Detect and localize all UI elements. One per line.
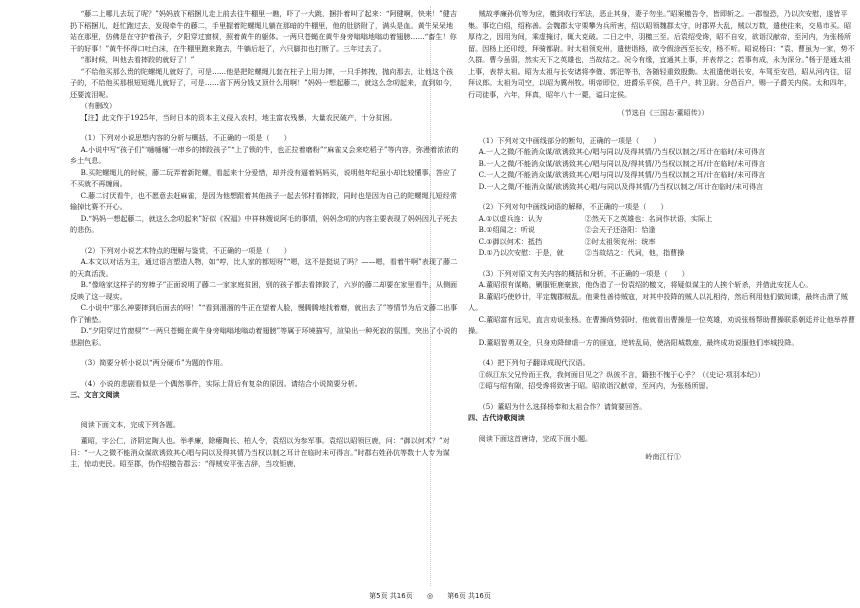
- translation-item: ②昭与绍有隙，招受谗将致害于昭。昭欲诣汉献帝，至河内，为张杨所留。: [478, 381, 713, 391]
- option-c: C.小说中“那么神要摔到后面去的呀！”“看到溜溜的牛正在望着人脸，慢腾腾地找着磨，就出去了”等情节为后文藤二出事作了铺垫。: [70, 303, 458, 324]
- footer-separator: ◎: [426, 592, 434, 600]
- poem-title: 岭南江行①: [645, 452, 681, 462]
- classical-text: 董昭，字公仁，济阴定陶人也。举孝廉，除瘿陶长、柏人令，袁绍以为参军事。袁绍以昭领巨鹿，问：“御以何术？”对曰：“一人之微不能消众谋欲诱致其心唱与同以及得其情乃当权以制之耳计在临时未可得言。”时郡右姓孙伉等数十人专为谋主，惊动吏民。昭至郡，伪作绍檄告郡云：“得贼安平张吉辞，当攻钜鹿，: [70, 436, 450, 468]
- option-a: A.一人之微/不能消众谋/欲诱致其心/唱与同以/及得其情/乃当权以制之/耳计在临时/未可得言: [478, 147, 766, 157]
- option-d: D.“夕阳穿过竹窗棂”“一两只苍蝇在黄牛身旁嗡嗡地嗡动着翅膀”等属于环境描写，渲染出一种死寂的氛围，突出了小说的悲剧色彩。: [70, 326, 458, 347]
- section-heading: 三、文言文阅读: [70, 390, 120, 399]
- option-d: D.董昭智勇双全，只身劝降肆虐一方的匪寇，逆转乱局，使洛阳城数座，最终成功说服他们率城投降。: [478, 337, 799, 347]
- classical-text: 贼故孝廉孙伉等为应，檄到收行军法，恶止其身，妻子勿坐。”昭案檄告令，皆即斩之。一郡惶恐，乃以次安慰，遂皆平集。事讫白绍，绍称善。会魏郡太守栗攀为兵所害，绍以昭领魏郡太守，时郡界大乱，贼以万数，遣使往来，交易市买。昭厚待之，因用为间，乘虚掩讨，辄大克破。二日之中，羽檄三至。后袁绍受谗，昭不自安，欲诣汉献帝，至河内，为张杨所留。因杨上还印绶，拜骑都尉。时太祖领兖州，遣使诣杨，欲令假涂西至长安，杨不听。昭说杨曰：“袁、曹虽为一家，势不久群。曹今虽弱，然实天下之英雄也，当故结之。况今有缘，宜通其上事，并表荐之；若事有成，永为深分。”杨于是通太祖上事，表荐太祖。昭为太祖与长安诸将李傕、郭汜等书，各随轻重致殷勤。太祖遣使诣长安，车驾至安邑，昭从河内往，诏拜议郎。太祖为司空，以昭为冀州牧。明帝即位，进爵乐平侯，邑千户，转卫尉。分邑百户，赐一子爵关内侯。太和四年，行司徒事，六年，拜真，昭年八十一薨，谥曰定侯。: [468, 9, 855, 99]
- section-heading: 四、古代诗歌阅读: [468, 413, 525, 423]
- page-number-left: 第5页 共16页: [369, 592, 413, 600]
- story-paragraph: “那时候，叫他去看摔跤的就好了！”: [80, 55, 195, 64]
- left-column: [70, 8, 460, 470]
- option-a: A.董昭很有谋略，剿服钜鹿豪族，他伪造了一份袁绍的檄文，将疑似谋主的人挨个斩杀，并借此安抚人心。: [478, 280, 813, 290]
- option-a: A.本文以对话为主，通过语言塑造人物，如“哼，比人家的都短呀”“嗯，这不是挺说了吗？——嗯，看着牛啊”表现了藤二的天真活泼。: [70, 257, 458, 278]
- page-footer: [0, 591, 860, 601]
- option-b: B.①绍闻之：听说 ②会天子还洛阳：恰逢: [478, 225, 656, 235]
- reading-intro: 阅读下面这首唐诗，完成下面小题。: [478, 433, 593, 443]
- option-a: A.小说中写“孩子们”‘嗵嗵嗵’一串乡的摔跤孩子”“上了锁的牛，也正拉着磨粉”“麻雀又会来吃稻子”等内容，弥漫着浓浓的乡土气息。: [70, 144, 459, 165]
- option-c: C.①御以何术：抵挡 ②时太祖领兖州：统率: [478, 236, 656, 246]
- question-stem: （3）简要分析小说以“两分硬币”为题的作用。: [80, 358, 228, 367]
- story-paragraph: “不给他买那么贵的陀螺绳儿就好了，可是……他是把陀螺绳儿套在柱子上用力摔，一只手摔拽，抛向那去，让他这个孩子的，不给他买那根短短绳儿就好了，可是……省下两分钱又顶什么用啊！”妈妈一想起藤二，就这么念叨起来，直到如今，还要流泪呢。: [70, 66, 457, 99]
- option-b: B.一人之微/不能消众谋/欲诱致其心/唱与同以及/得其情/乃当权以制之耳/计在临时/未可得言: [478, 158, 766, 168]
- text-source: （节选自《三国志·董昭传》）: [617, 108, 709, 118]
- option-c: C.一人之微/不能消众谋/欲诱致其心/唱与同以/及得其情/乃当权以制之耳/计在临时/未可得言: [478, 170, 766, 180]
- reading-intro: 阅读下面文本，完成下列各题。: [80, 419, 180, 429]
- question-stem: （4）小说的悲剧看似是一个偶然事件，实际上背后有复杂的原因。请结合小说简要分析。: [80, 378, 362, 388]
- question-stem: （1）下列对小说思想内容的分析与概括，不正确的一项是（ ）: [80, 133, 291, 142]
- question-stem: （3）下列对原文有关内容的概括和分析，不正确的一项是（ ）: [478, 268, 689, 278]
- page-number-right: 第6页 共16页: [447, 592, 491, 600]
- option-b: B.“像啥家这样子的穷棒子”正面说明了藤二一家家庭贫困，别的孩子都去看摔跤了，六岁的藤二却要在家里看牛，从侧面反映了这一现实。: [70, 280, 458, 301]
- translation-item: ①纵江东父兄怜而王我，我何面目见之？纵彼不言，籍独不愧于心乎？（《史记·项羽本纪》）: [478, 369, 765, 379]
- question-stem: （2）下列对句中画线词语的解释，不正确的一项是（ ）: [478, 202, 668, 212]
- option-a: A.①以虚兵连：认为 ②然天下之英雄也：名词作状语，实际上: [478, 213, 713, 223]
- right-column: [468, 8, 858, 470]
- question-stem: （2）下列对小说艺术特点的理解与鉴赏，不正确的一项是（ ）: [80, 245, 291, 255]
- option-d: D.“妈妈一想起藤二，就这么念叨起来”好似《祝福》中祥林嫂说阿毛的事情，妈妈念叨的内容主要表现了妈妈因儿子死去的悲伤。: [70, 213, 458, 234]
- option-c: C.藤二讨厌看牛，也不愿意去赶麻雀，是因为他想跟着其他孩子一起去邻村看摔跤，同时也是因为自己的陀螺绳儿短经常输掉比赛不开心。: [70, 190, 457, 211]
- question-stem: （1）下列对文中画线部分的断句，正确的一项是（ ）: [478, 135, 661, 145]
- option-b: B.董昭巧使妙计，平定魏郡贼乱。他秉性善待贼寇，对其中投降的贼人以礼相待，然后利用他们做间谍，最终击溃了贼人。: [468, 291, 848, 313]
- option-c: C.董昭富有远见，直言劝说张杨。在曹操尚势弱时，他就看出曹操是一位英雄，劝说张杨帮助曹操联系朝廷并让他举荐曹操。: [468, 314, 855, 336]
- story-source: （有删改）: [80, 101, 117, 110]
- option-d: D.①乃以次安慰：于是，就 ②当故结之：代词，他，指曹操: [478, 248, 685, 258]
- question-stem: （4）把下列句子翻译成现代汉语。: [478, 358, 590, 368]
- option-d: D.一人之微/不能消众谋/欲诱致其心唱/与同以及得其情/乃当权以制之/耳计在临时/未可得言: [478, 181, 764, 191]
- story-paragraph: “藤二上哪儿去玩了呢？”妈妈放下稻捆儿走上前去往牛棚里一瞧，吓了一大跳，捆扑着叫了起来：“阿健啊，快来！”健吉扔下稻捆儿，赶忙跑过去，发现牵牛的藤二，手里握着陀螺绳儿躺在那暗的牛棚里，他的肚脐附了，满头是血。黄牛呆呆地站在那里，仿佛是在守护着孩子，夕阳穿过窗棂，照着黄牛的躯体。一两只苍蝇在黄牛身旁嗡嗡地嗡动着翅膀……“畜生！你干的好事！”黄牛怀得口吐白沫，在牛棚里跑来跑去，牛躺后赶了，六只脚扣也打断了。三年过去了。: [70, 9, 457, 53]
- option-b: B.买陀螺绳儿的时候，藤二玩弄着新陀螺，看起来十分爱惜，却并没有逼着妈妈买，说明他年纪虽小却比较懂事，答应了不买就不再缠闹。: [70, 167, 457, 188]
- story-note: 【注】此文作于1925年，当时日本的资本主义侵入农村，地主富农残暴，大量农民破产，十分贫困。: [80, 112, 397, 122]
- question-stem: （5）董昭为什么选择杨奉和太祖合作？请简要回答。: [478, 401, 647, 411]
